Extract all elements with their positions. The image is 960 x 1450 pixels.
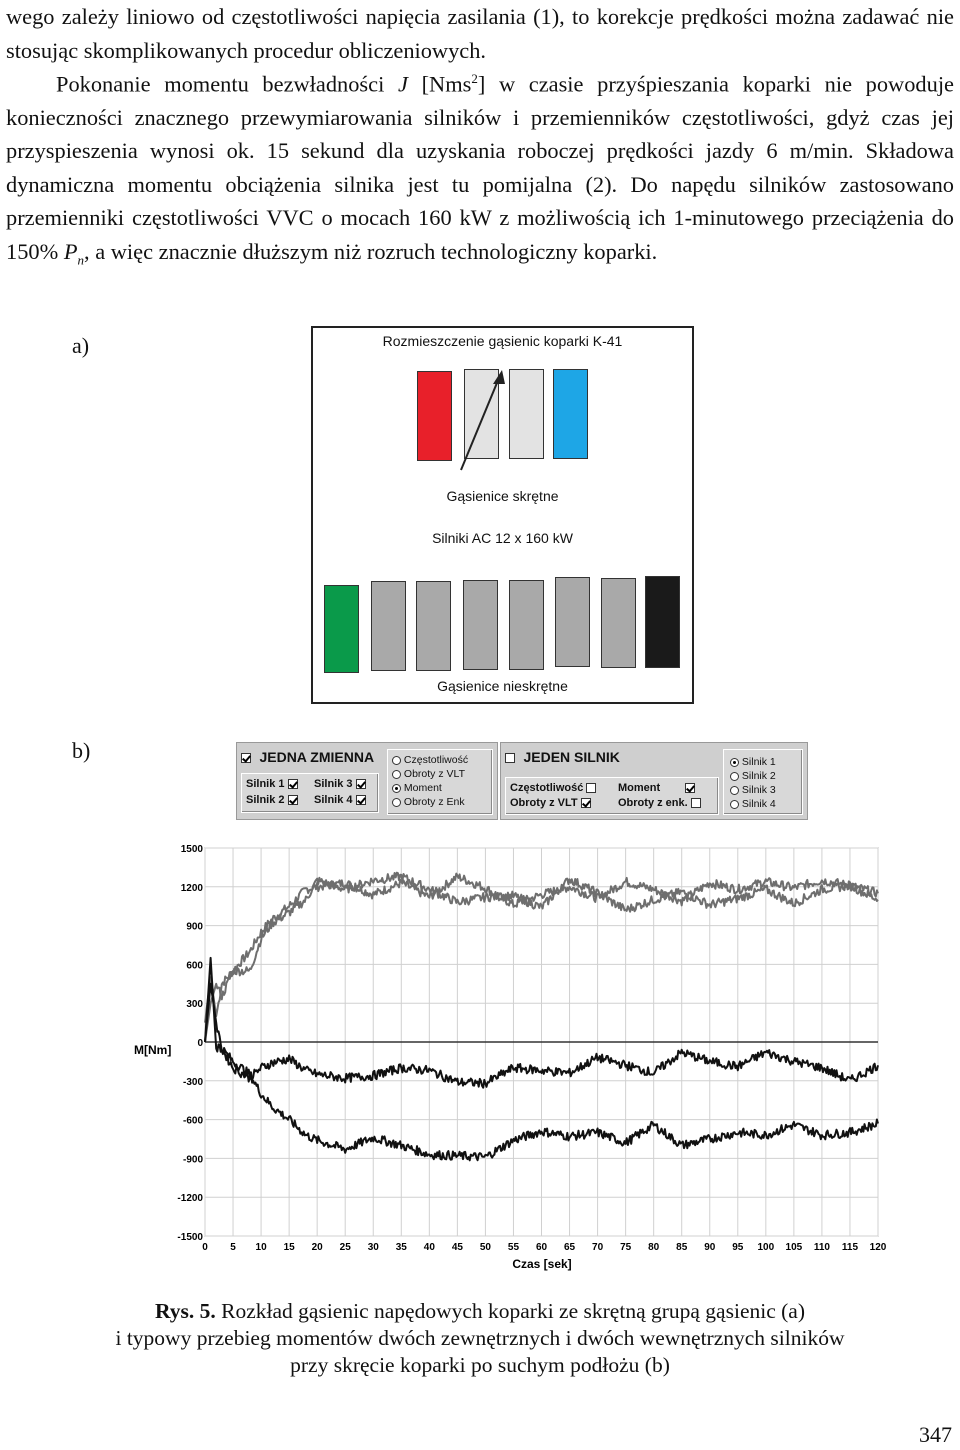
x-tick-label: 45 <box>451 1242 463 1253</box>
paragraph-2-c: ] w czasie przyśpieszania koparki nie powoduje konieczności znacznego przewymiarowania silników i przemienników częstotliwości, gdyż czas jej przyspieszenia wynosi ok. 15 sekund dla uzyskania roboczej prędkości jazdy 6 m/min. Składowa dynamiczna momentu obciążenia silnika jest tu pomijalna (2). Do napędu silników zastosowano przemienniki częstotliwości VVC o mocach 160 kW z możliwością ich 1-minutowego przeciążenia do 150% <box>6 71 954 264</box>
power-symbol: P <box>63 238 78 264</box>
panel-right-title: JEDEN SILNIK <box>523 749 620 765</box>
x-tick-label: 115 <box>841 1242 859 1253</box>
moment-chart <box>130 836 890 1276</box>
inertia-symbol: J <box>397 71 408 97</box>
power-subscript: n <box>77 252 85 268</box>
track-fixed-black <box>645 576 680 668</box>
x-tick-label: 70 <box>592 1242 604 1253</box>
x-tick-label: 20 <box>311 1242 323 1253</box>
x-tick-label: 120 <box>869 1242 887 1253</box>
y-tick-labels <box>177 844 203 1243</box>
panel-single-motor <box>500 742 808 820</box>
x-tick-label: 35 <box>395 1242 407 1253</box>
check-silnik-4[interactable]: Silnik 4 <box>314 794 366 806</box>
paragraph-1-text: wego zależy liniowo od częstotliwości napięcia zasilania (1), to korekcje prędkości można zadawać nie stosując skomplikowanych procedur obliczeniowych. <box>6 4 954 63</box>
paragraph-2-b: [Nms <box>407 71 472 97</box>
radio-silnik-1[interactable]: Silnik 1 <box>730 756 776 768</box>
y-tick-label: 1500 <box>180 844 203 855</box>
single-variable-checkbox[interactable] <box>241 753 251 763</box>
x-tick-label: 55 <box>507 1242 520 1253</box>
figure-a-label: a) <box>72 333 90 358</box>
x-tick-label: 85 <box>676 1242 688 1253</box>
check-silnik-1[interactable]: Silnik 1 <box>246 778 298 790</box>
twist-arrow-icon <box>313 328 693 508</box>
track-fixed-6 <box>555 577 590 667</box>
track-fixed-2 <box>371 581 406 671</box>
radio-silnik-2[interactable]: Silnik 2 <box>730 770 776 782</box>
radio-speed-encoder[interactable]: Obroty z Enk <box>392 796 465 808</box>
y-tick-label: 1200 <box>180 882 203 894</box>
x-tick-label: 15 <box>283 1242 295 1253</box>
check-moment[interactable]: Moment <box>618 782 695 794</box>
track-fixed-5 <box>509 580 544 670</box>
radio-moment[interactable]: Moment <box>392 782 442 794</box>
y-tick-label: -600 <box>182 1115 203 1127</box>
x-tick-label: 10 <box>255 1242 267 1253</box>
x-tick-label: 60 <box>535 1242 548 1253</box>
caption-line-2: i typowy przebieg momentów dwóch zewnętrznych i dwóch wewnętrznych silników <box>115 1326 845 1350</box>
paragraph-2-a: Pokonanie momentu bezwładności <box>56 71 398 97</box>
check-silnik-3[interactable]: Silnik 3 <box>314 778 366 790</box>
label-twisted-tracks: Gąsienice skrętne <box>446 488 559 504</box>
x-tick-label: 95 <box>732 1242 744 1253</box>
variable-radio-group <box>387 749 493 815</box>
x-tick-label: 80 <box>648 1242 660 1253</box>
radio-silnik-4[interactable]: Silnik 4 <box>730 798 776 810</box>
y-tick-label: -900 <box>182 1154 203 1166</box>
paragraph-2-d: , a więc znacznie dłuższym niż rozruch technologiczny koparki. <box>84 238 658 264</box>
paragraph-2 <box>6 62 954 277</box>
x-tick-label: 50 <box>479 1242 491 1253</box>
label-fixed-tracks: Gąsienice nieskrętne <box>437 678 568 694</box>
check-silnik-2[interactable]: Silnik 2 <box>246 794 298 806</box>
x-tick-label: 90 <box>704 1242 716 1253</box>
panel-single-variable <box>236 742 498 820</box>
figure-b-label: b) <box>72 738 91 763</box>
y-tick-label: -300 <box>182 1076 203 1088</box>
x-tick-label: 30 <box>367 1242 379 1253</box>
y-axis-label: M[Nm] <box>134 1043 172 1057</box>
motor-checkbox-group <box>241 773 379 813</box>
motor-radio-group <box>723 749 803 815</box>
single-motor-checkbox[interactable] <box>505 753 515 763</box>
y-tick-label: 300 <box>186 999 203 1011</box>
track-fixed-7 <box>601 578 636 668</box>
radio-silnik-3[interactable]: Silnik 3 <box>730 784 776 796</box>
radio-frequency[interactable]: Częstotliwość <box>392 754 468 766</box>
label-ac-motors: Silniki AC 12 x 160 kW <box>432 530 573 546</box>
x-tick-label: 100 <box>757 1242 775 1253</box>
y-tick-label: 0 <box>197 1038 203 1049</box>
caption-label: Rys. 5. <box>155 1299 216 1323</box>
x-tick-label: 65 <box>563 1242 576 1253</box>
caption-line-3: przy skręcie koparki po suchym podłożu (b) <box>290 1353 670 1377</box>
x-tick-label: 0 <box>202 1242 208 1253</box>
track-fixed-4 <box>463 580 498 670</box>
track-fixed-green <box>324 585 359 673</box>
x-tick-label: 40 <box>423 1242 435 1253</box>
x-tick-label: 5 <box>230 1242 236 1253</box>
y-tick-label: -1500 <box>177 1232 203 1243</box>
check-speed-vlt[interactable]: Obroty z VLT <box>510 797 591 809</box>
x-tick-label: 110 <box>813 1242 830 1253</box>
check-frequency[interactable]: Częstotliwość <box>510 782 596 794</box>
caption-line-1: Rozkład gąsienic napędowych koparki ze skrętną grupą gąsienic (a) <box>215 1299 805 1323</box>
page-number: 347 <box>919 1422 952 1447</box>
panel-left-title: JEDNA ZMIENNA <box>259 749 375 765</box>
x-tick-label: 25 <box>339 1242 351 1253</box>
x-tick-labels <box>202 1242 887 1253</box>
x-axis-label: Czas [sek] <box>512 1257 572 1271</box>
y-tick-label: 900 <box>186 921 203 933</box>
radio-speed-vlt[interactable]: Obroty z VLT <box>392 768 465 780</box>
y-tick-label: -1200 <box>177 1193 203 1205</box>
paragraph-1 <box>6 0 954 67</box>
x-tick-label: 75 <box>620 1242 632 1253</box>
x-tick-label: 105 <box>785 1242 803 1253</box>
figure-a-title: Rozmieszczenie gąsienic koparki K-41 <box>382 333 623 349</box>
track-fixed-3 <box>416 581 451 671</box>
unit-exponent: 2 <box>471 71 478 86</box>
check-speed-encoder[interactable]: Obroty z enk. <box>618 797 701 809</box>
variable-checkbox-group <box>505 777 719 815</box>
figure-caption <box>0 1298 960 1379</box>
y-tick-label: 600 <box>186 960 203 972</box>
figure-a-track-layout <box>311 326 694 704</box>
